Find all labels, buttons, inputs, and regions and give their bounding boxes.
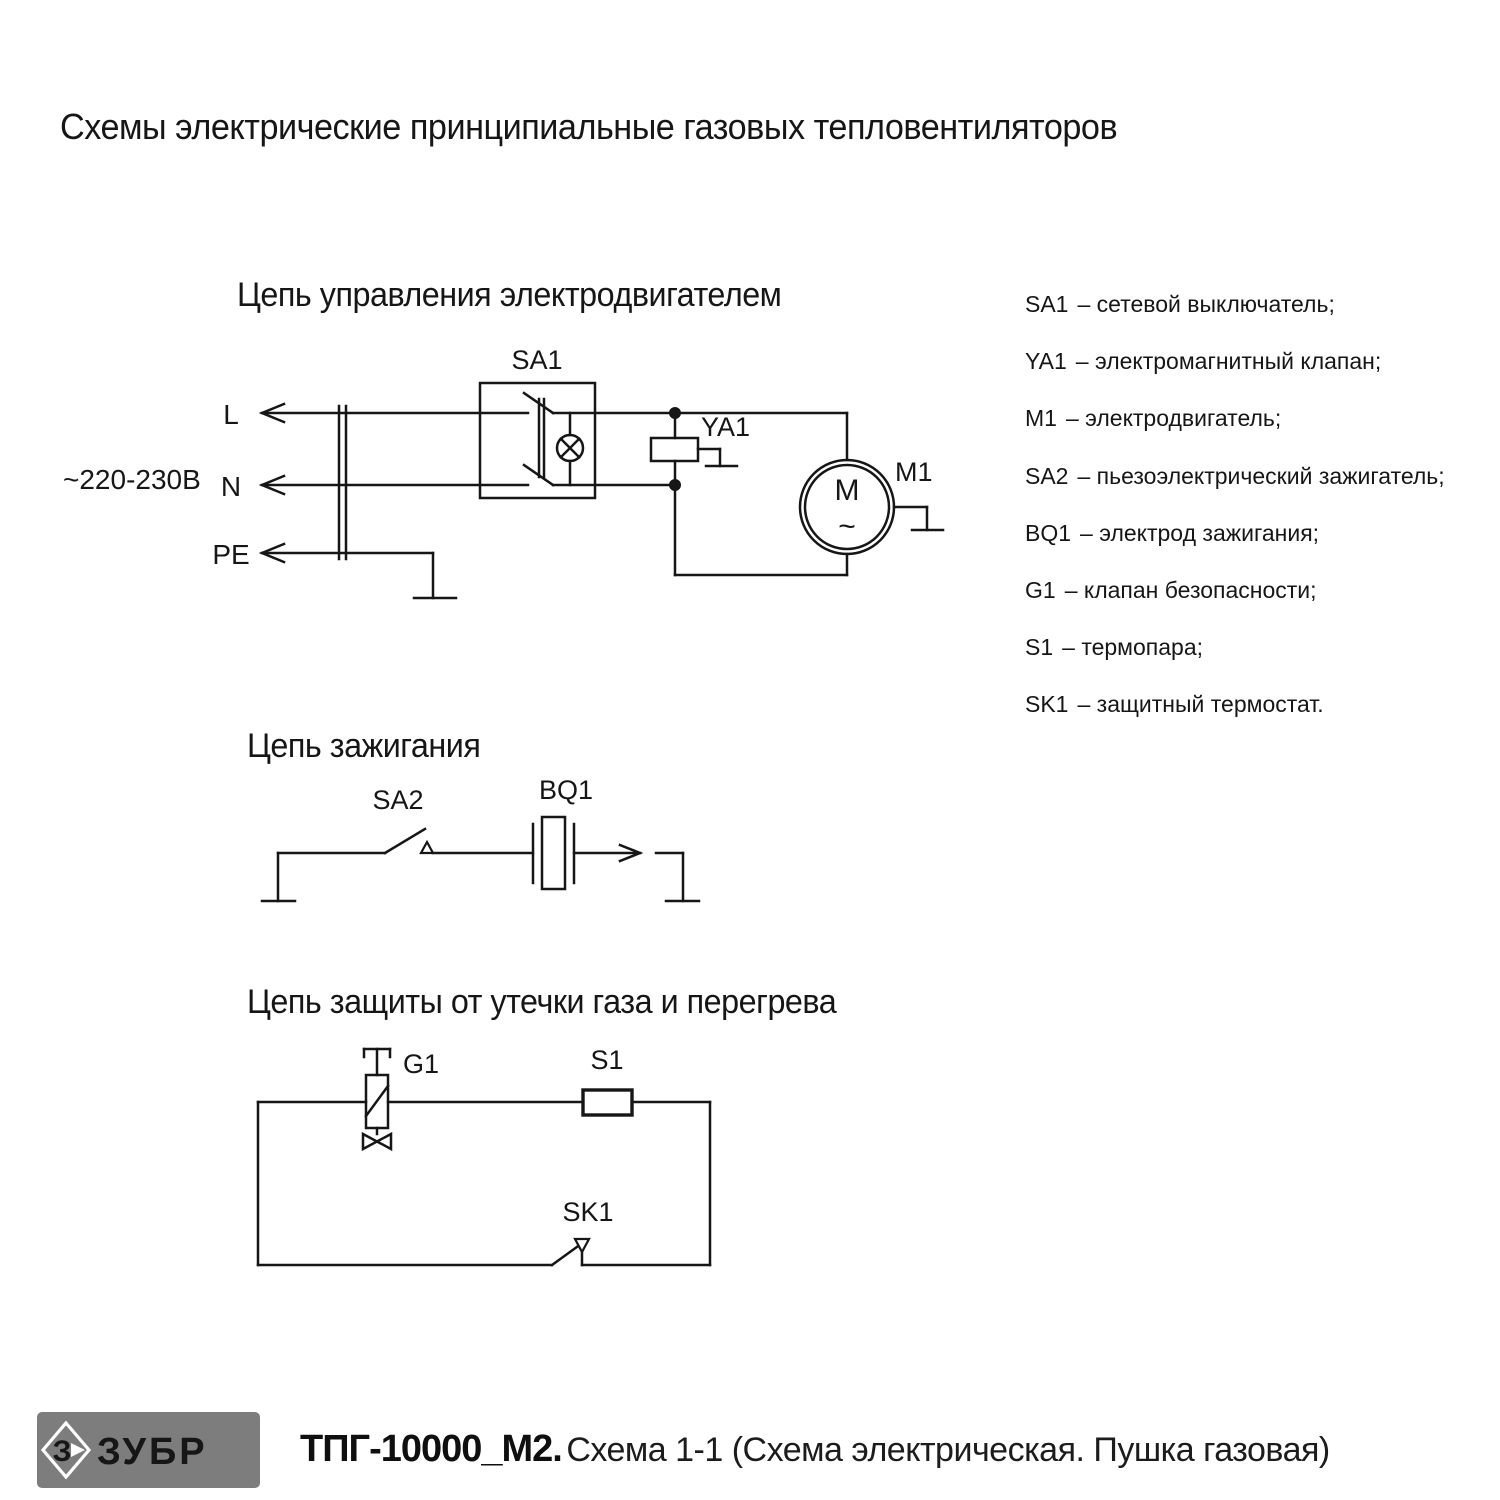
- legend: [1025, 292, 1495, 750]
- circuit-loop-wiring: [258, 1102, 710, 1265]
- mains-terminal-arrows: [262, 404, 528, 562]
- sa2-label: SA2: [372, 785, 424, 815]
- terminal-n-label: N: [220, 471, 242, 502]
- legend-desc: – электрод зажигания;: [1080, 519, 1320, 546]
- ground-icon-right: [656, 853, 699, 901]
- g1-safety-valve-symbol: [363, 1049, 391, 1149]
- legend-code: SK1: [1025, 691, 1069, 718]
- sa1-label: SA1: [511, 345, 563, 375]
- motor-control-circuit-diagram: [40, 330, 960, 620]
- legend-code: S1: [1025, 634, 1054, 661]
- bq1-label: BQ1: [538, 775, 594, 805]
- voltage-label: ~220-230В: [63, 464, 201, 495]
- legend-code: G1: [1025, 576, 1056, 603]
- protection-circuit-diagram: [230, 1030, 730, 1280]
- legend-code: BQ1: [1025, 519, 1072, 546]
- legend-code: YA1: [1025, 348, 1067, 375]
- pe-ground-icon: [414, 553, 456, 598]
- indicator-lamp-icon: [557, 413, 583, 485]
- section-title-motor-control: Цепь управления электродвигателем: [237, 276, 782, 314]
- legend-desc: – защитный термостат.: [1077, 691, 1324, 718]
- mains-connector-icon: [339, 406, 346, 559]
- section-title-ignition: Цепь зажигания: [247, 727, 481, 765]
- sk1-thermostat-symbol: [552, 1244, 582, 1265]
- ya1-label: YA1: [701, 412, 751, 442]
- legend-desc: – электромагнитный клапан;: [1075, 348, 1382, 375]
- footer-caption: [300, 1428, 1330, 1471]
- legend-item: [1025, 692, 1495, 749]
- legend-desc: – клапан безопасности;: [1064, 576, 1317, 603]
- legend-item: [1025, 578, 1495, 635]
- legend-item: [1025, 521, 1495, 578]
- ground-icon-left: [262, 853, 295, 901]
- legend-item: [1025, 635, 1495, 692]
- legend-code: M1: [1025, 405, 1057, 432]
- legend-desc: – сетевой выключатель;: [1077, 291, 1335, 317]
- legend-desc: – термопара;: [1062, 634, 1204, 661]
- legend-code: SA1: [1025, 291, 1069, 317]
- sk1-label: SK1: [562, 1197, 614, 1227]
- legend-item: [1025, 406, 1495, 463]
- pushbutton-actuator-icon: [421, 842, 433, 853]
- footer-model: ТПГ-10000_М2.: [300, 1428, 562, 1470]
- terminal-pe-label: PE: [212, 539, 250, 570]
- g1-label: G1: [403, 1049, 440, 1079]
- footer-description: Схема 1-1 (Схема электрическая. Пушка газовая): [566, 1431, 1330, 1469]
- legend-code: SA2: [1025, 462, 1069, 489]
- brand-mark-letter: З: [52, 1435, 72, 1468]
- legend-item: [1025, 349, 1495, 406]
- brand-name: ЗУБР: [97, 1431, 208, 1473]
- motor-ac-symbol: ~: [838, 510, 856, 543]
- document-title: Схемы электрические принципиальные газовых тепловентиляторов: [60, 106, 1118, 147]
- m1-label: M1: [895, 457, 933, 487]
- s1-thermocouple-symbol: [583, 1090, 632, 1115]
- legend-item: [1025, 464, 1495, 521]
- ignition-circuit-diagram: [230, 760, 710, 920]
- s1-label: S1: [590, 1045, 624, 1075]
- section-title-protection: Цепь защиты от утечки газа и перегрева: [247, 983, 837, 1021]
- legend-item: [1025, 292, 1495, 349]
- terminal-l-label: L: [223, 399, 239, 430]
- sa2-pushbutton-symbol: [278, 829, 533, 853]
- brand-logo: [37, 1412, 260, 1488]
- bq1-piezo-symbol: [533, 817, 640, 889]
- legend-desc: – электродвигатель;: [1065, 405, 1282, 432]
- legend-desc: – пьезоэлектрический зажигатель;: [1077, 462, 1445, 489]
- motor-letter: M: [834, 474, 860, 507]
